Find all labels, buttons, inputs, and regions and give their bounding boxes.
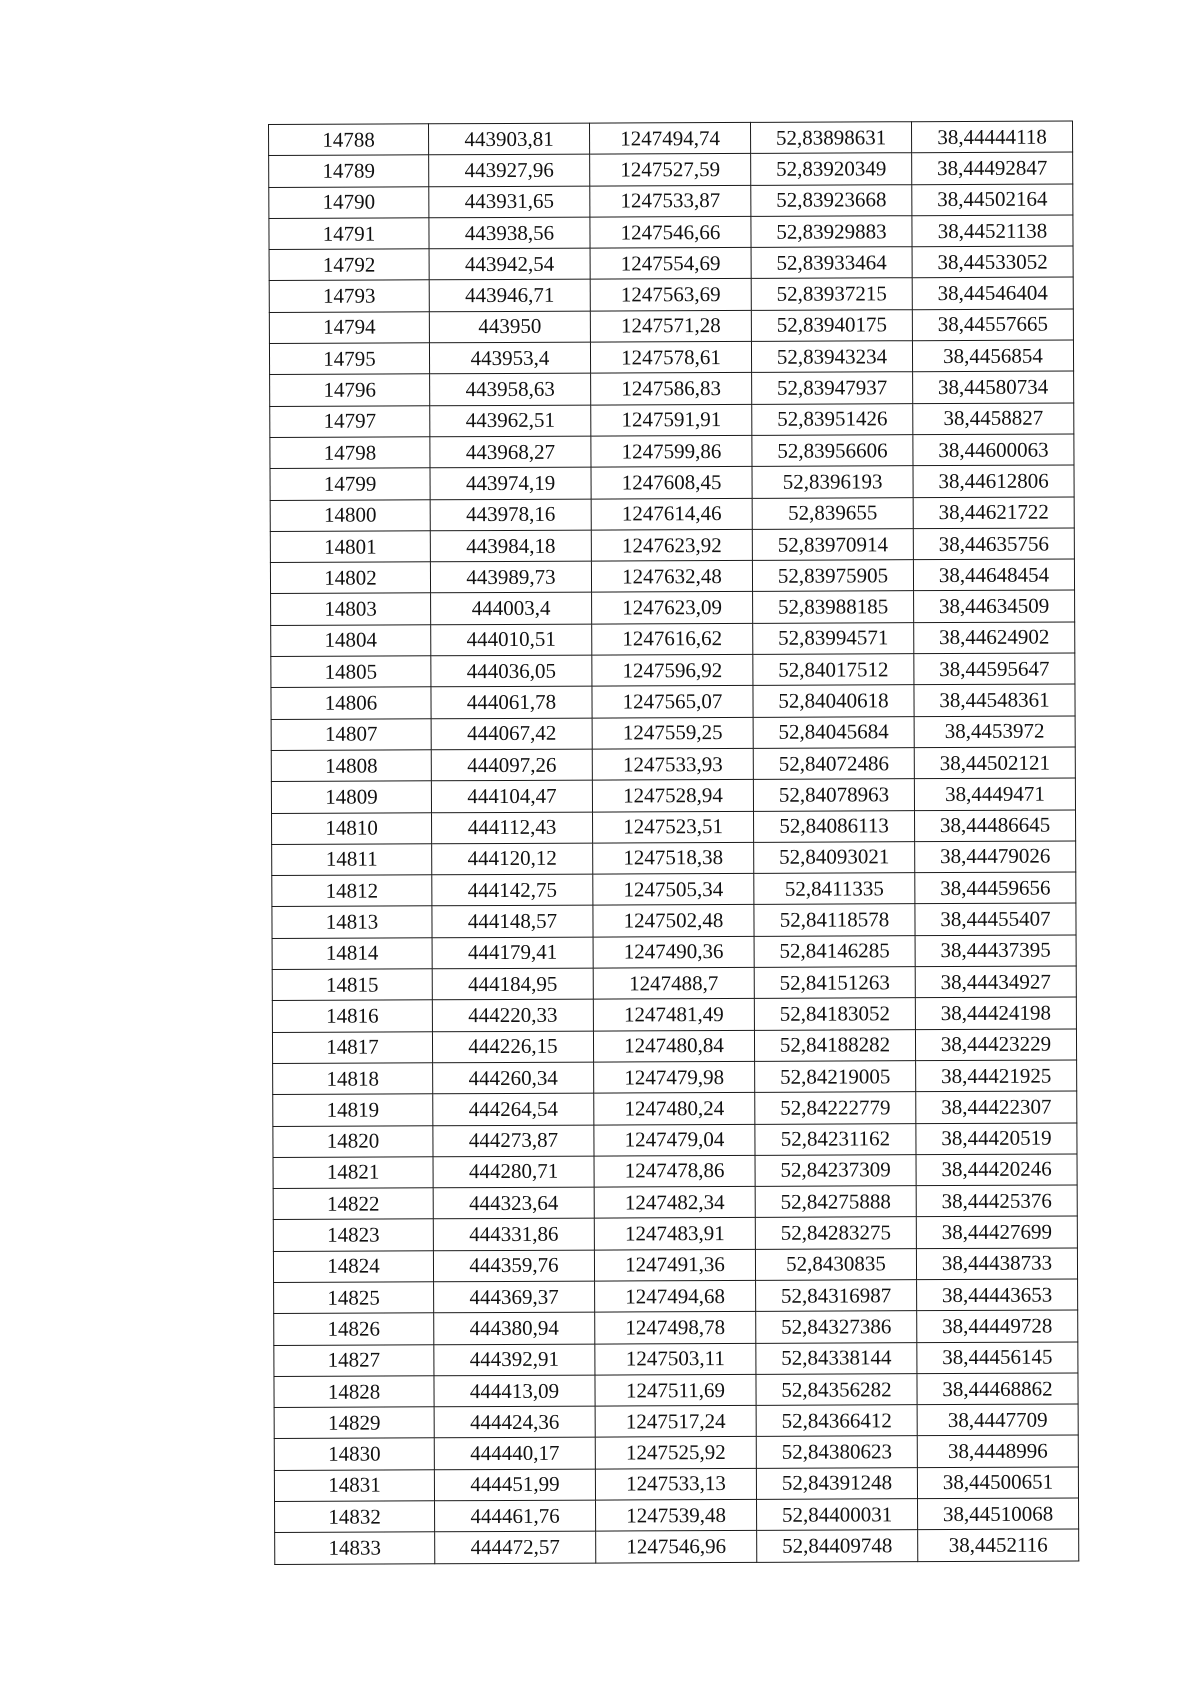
- point-number-cell: 14814: [272, 938, 432, 970]
- longitude-cell: 38,44449728: [917, 1310, 1078, 1342]
- point-number-cell: 14807: [271, 718, 431, 750]
- x-coordinate-cell: 444179,41: [432, 937, 593, 969]
- table-row: [271, 684, 1075, 719]
- x-coordinate-cell: 444112,43: [432, 812, 593, 844]
- latitude-cell: 52,83994571: [753, 622, 914, 654]
- x-coordinate-cell: 444067,42: [431, 718, 592, 750]
- longitude-cell: 38,44600063: [913, 434, 1074, 466]
- table-row: [275, 1529, 1079, 1564]
- y-coordinate-cell: 1247565,07: [592, 686, 753, 718]
- x-coordinate-cell: 444472,57: [435, 1531, 596, 1563]
- x-coordinate-cell: 443984,18: [430, 530, 591, 562]
- table-row: [273, 1060, 1077, 1095]
- y-coordinate-cell: 1247488,7: [593, 967, 754, 999]
- table-row: [273, 1248, 1077, 1283]
- point-number-cell: 14806: [271, 687, 431, 719]
- latitude-cell: 52,84188282: [754, 1029, 915, 1061]
- table-row: [270, 528, 1074, 563]
- table-row: [269, 246, 1073, 281]
- table-row: [273, 1091, 1077, 1126]
- point-number-cell: 14824: [273, 1250, 433, 1282]
- longitude-cell: 38,44423229: [915, 1029, 1076, 1061]
- y-coordinate-cell: 1247554,69: [590, 248, 751, 280]
- table-row: [271, 747, 1075, 782]
- point-number-cell: 14801: [270, 531, 430, 563]
- table-row: [270, 371, 1074, 406]
- coordinates-table-wrapper: [268, 120, 1078, 1564]
- table-row: [271, 622, 1075, 657]
- latitude-cell: 52,84356282: [756, 1374, 917, 1406]
- y-coordinate-cell: 1247523,51: [593, 811, 754, 843]
- x-coordinate-cell: 444003,4: [431, 593, 592, 625]
- x-coordinate-cell: 444369,37: [434, 1281, 595, 1313]
- table-row: [269, 152, 1073, 187]
- latitude-cell: 52,83943234: [751, 341, 912, 373]
- point-number-cell: 14803: [271, 593, 431, 625]
- table-row: [273, 1185, 1077, 1220]
- table-row: [270, 465, 1074, 500]
- latitude-cell: 52,83956606: [752, 435, 913, 467]
- longitude-cell: 38,44521138: [912, 215, 1073, 247]
- table-row: [271, 716, 1075, 751]
- latitude-cell: 52,84366412: [756, 1405, 917, 1437]
- point-number-cell: 14830: [274, 1438, 434, 1470]
- longitude-cell: 38,44492847: [912, 152, 1073, 184]
- point-number-cell: 14818: [273, 1063, 433, 1095]
- coordinates-table: [268, 120, 1079, 1564]
- coordinates-table-body: [269, 121, 1079, 1564]
- longitude-cell: 38,44420246: [916, 1154, 1077, 1186]
- point-number-cell: 14794: [269, 312, 429, 344]
- table-row: [272, 841, 1076, 876]
- y-coordinate-cell: 1247586,83: [591, 373, 752, 405]
- y-coordinate-cell: 1247518,38: [593, 842, 754, 874]
- longitude-cell: 38,44648454: [913, 559, 1074, 591]
- point-number-cell: 14828: [274, 1376, 434, 1408]
- longitude-cell: 38,44427699: [916, 1216, 1077, 1248]
- latitude-cell: 52,83923668: [751, 184, 912, 216]
- latitude-cell: 52,84231162: [755, 1123, 916, 1155]
- y-coordinate-cell: 1247528,94: [592, 780, 753, 812]
- point-number-cell: 14833: [275, 1532, 435, 1564]
- y-coordinate-cell: 1247494,74: [589, 122, 750, 154]
- x-coordinate-cell: 444104,47: [431, 780, 592, 812]
- x-coordinate-cell: 444323,64: [433, 1187, 594, 1219]
- longitude-cell: 38,44557665: [912, 309, 1073, 341]
- latitude-cell: 52,84283275: [755, 1217, 916, 1249]
- latitude-cell: 52,83898631: [750, 122, 911, 154]
- y-coordinate-cell: 1247491,36: [594, 1249, 755, 1281]
- x-coordinate-cell: 443950: [429, 311, 590, 343]
- point-number-cell: 14802: [270, 562, 430, 594]
- latitude-cell: 52,839655: [752, 497, 913, 529]
- point-number-cell: 14805: [271, 656, 431, 688]
- table-row: [272, 966, 1076, 1001]
- y-coordinate-cell: 1247546,96: [596, 1531, 757, 1563]
- point-number-cell: 14826: [274, 1313, 434, 1345]
- point-number-cell: 14808: [271, 750, 431, 782]
- x-coordinate-cell: 443974,19: [430, 467, 591, 499]
- y-coordinate-cell: 1247533,87: [590, 185, 751, 217]
- point-number-cell: 14816: [272, 1000, 432, 1032]
- table-row: [270, 497, 1074, 532]
- y-coordinate-cell: 1247482,34: [594, 1186, 755, 1218]
- y-coordinate-cell: 1247498,78: [595, 1312, 756, 1344]
- x-coordinate-cell: 444392,91: [434, 1344, 595, 1376]
- table-row: [270, 434, 1074, 469]
- x-coordinate-cell: 443942,54: [429, 248, 590, 280]
- longitude-cell: 38,4447709: [917, 1404, 1078, 1436]
- longitude-cell: 38,44612806: [913, 465, 1074, 497]
- longitude-cell: 38,44500651: [917, 1467, 1078, 1499]
- point-number-cell: 14810: [272, 812, 432, 844]
- longitude-cell: 38,44595647: [914, 653, 1075, 685]
- x-coordinate-cell: 444424,36: [434, 1406, 595, 1438]
- table-row: [274, 1279, 1078, 1314]
- y-coordinate-cell: 1247490,36: [593, 936, 754, 968]
- latitude-cell: 52,84338144: [756, 1342, 917, 1374]
- table-row: [269, 277, 1073, 312]
- x-coordinate-cell: 444061,78: [431, 686, 592, 718]
- x-coordinate-cell: 444440,17: [434, 1438, 595, 1470]
- longitude-cell: 38,44421925: [916, 1060, 1077, 1092]
- y-coordinate-cell: 1247479,04: [594, 1124, 755, 1156]
- table-row: [274, 1342, 1078, 1377]
- table-row: [269, 309, 1073, 344]
- table-row: [271, 590, 1075, 625]
- point-number-cell: 14793: [269, 280, 429, 312]
- table-row: [275, 1498, 1079, 1533]
- point-number-cell: 14789: [269, 155, 429, 187]
- y-coordinate-cell: 1247527,59: [590, 154, 751, 186]
- x-coordinate-cell: 444264,54: [433, 1093, 594, 1125]
- point-number-cell: 14825: [274, 1282, 434, 1314]
- longitude-cell: 38,44456145: [917, 1342, 1078, 1374]
- point-number-cell: 14832: [275, 1501, 435, 1533]
- y-coordinate-cell: 1247505,34: [593, 874, 754, 906]
- longitude-cell: 38,44546404: [912, 277, 1073, 309]
- latitude-cell: 52,83947937: [752, 372, 913, 404]
- latitude-cell: 52,83937215: [751, 278, 912, 310]
- x-coordinate-cell: 444036,05: [431, 655, 592, 687]
- longitude-cell: 38,44502121: [914, 747, 1075, 779]
- x-coordinate-cell: 444184,95: [432, 968, 593, 1000]
- table-row: [269, 184, 1073, 219]
- latitude-cell: 52,84045684: [753, 716, 914, 748]
- x-coordinate-cell: 444359,76: [433, 1250, 594, 1282]
- y-coordinate-cell: 1247571,28: [590, 310, 751, 342]
- y-coordinate-cell: 1247559,25: [592, 717, 753, 749]
- latitude-cell: 52,84327386: [756, 1311, 917, 1343]
- x-coordinate-cell: 444010,51: [431, 624, 592, 656]
- point-number-cell: 14817: [272, 1031, 432, 1063]
- x-coordinate-cell: 443962,51: [430, 405, 591, 437]
- x-coordinate-cell: 444413,09: [434, 1375, 595, 1407]
- latitude-cell: 52,84222779: [755, 1092, 916, 1124]
- y-coordinate-cell: 1247479,98: [594, 1061, 755, 1093]
- longitude-cell: 38,44621722: [913, 497, 1074, 529]
- longitude-cell: 38,44468862: [917, 1373, 1078, 1405]
- x-coordinate-cell: 444260,34: [433, 1062, 594, 1094]
- x-coordinate-cell: 444148,57: [432, 906, 593, 938]
- y-coordinate-cell: 1247591,91: [591, 404, 752, 436]
- table-row: [273, 1154, 1077, 1189]
- latitude-cell: 52,84183052: [754, 998, 915, 1030]
- point-number-cell: 14821: [273, 1157, 433, 1189]
- latitude-cell: 52,84086113: [754, 810, 915, 842]
- y-coordinate-cell: 1247480,24: [594, 1093, 755, 1125]
- x-coordinate-cell: 444220,33: [432, 999, 593, 1031]
- x-coordinate-cell: 443927,96: [429, 154, 590, 186]
- longitude-cell: 38,44459656: [915, 872, 1076, 904]
- point-number-cell: 14812: [272, 875, 432, 907]
- x-coordinate-cell: 443968,27: [430, 436, 591, 468]
- y-coordinate-cell: 1247533,13: [595, 1468, 756, 1500]
- longitude-cell: 38,44422307: [916, 1091, 1077, 1123]
- longitude-cell: 38,44510068: [918, 1498, 1079, 1530]
- x-coordinate-cell: 443946,71: [429, 280, 590, 312]
- table-row: [274, 1467, 1078, 1502]
- y-coordinate-cell: 1247608,45: [591, 467, 752, 499]
- y-coordinate-cell: 1247480,84: [593, 1030, 754, 1062]
- y-coordinate-cell: 1247502,48: [593, 905, 754, 937]
- table-row: [269, 215, 1073, 250]
- latitude-cell: 52,84040618: [753, 685, 914, 717]
- y-coordinate-cell: 1247525,92: [595, 1437, 756, 1469]
- table-row: [272, 997, 1076, 1032]
- latitude-cell: 52,83988185: [753, 591, 914, 623]
- latitude-cell: 52,84017512: [753, 654, 914, 686]
- table-row: [272, 1029, 1076, 1064]
- longitude-cell: 38,44479026: [915, 841, 1076, 873]
- point-number-cell: 14799: [270, 468, 430, 500]
- x-coordinate-cell: 443989,73: [430, 561, 591, 593]
- longitude-cell: 38,44548361: [914, 684, 1075, 716]
- x-coordinate-cell: 444331,86: [433, 1218, 594, 1250]
- point-number-cell: 14796: [270, 374, 430, 406]
- y-coordinate-cell: 1247614,46: [591, 498, 752, 530]
- point-number-cell: 14820: [273, 1125, 433, 1157]
- x-coordinate-cell: 444451,99: [434, 1469, 595, 1501]
- x-coordinate-cell: 444380,94: [434, 1312, 595, 1344]
- latitude-cell: 52,8430835: [755, 1248, 916, 1280]
- longitude-cell: 38,44420519: [916, 1122, 1077, 1154]
- longitude-cell: 38,4449471: [914, 778, 1075, 810]
- point-number-cell: 14819: [273, 1094, 433, 1126]
- table-row: [270, 403, 1074, 438]
- y-coordinate-cell: 1247546,66: [590, 216, 751, 248]
- point-number-cell: 14800: [270, 499, 430, 531]
- table-row: [273, 1122, 1077, 1157]
- latitude-cell: 52,83951426: [752, 403, 913, 435]
- y-coordinate-cell: 1247511,69: [595, 1374, 756, 1406]
- latitude-cell: 52,84146285: [754, 935, 915, 967]
- table-row: [272, 872, 1076, 907]
- y-coordinate-cell: 1247632,48: [591, 561, 752, 593]
- longitude-cell: 38,4453972: [914, 716, 1075, 748]
- point-number-cell: 14831: [274, 1470, 434, 1502]
- table-row: [271, 653, 1075, 688]
- x-coordinate-cell: 444280,71: [433, 1156, 594, 1188]
- latitude-cell: 52,8411335: [754, 873, 915, 905]
- table-row: [274, 1373, 1078, 1408]
- point-number-cell: 14790: [269, 186, 429, 218]
- point-number-cell: 14822: [273, 1188, 433, 1220]
- latitude-cell: 52,83940175: [751, 309, 912, 341]
- y-coordinate-cell: 1247599,86: [591, 435, 752, 467]
- latitude-cell: 52,84072486: [753, 748, 914, 780]
- longitude-cell: 38,44634509: [914, 590, 1075, 622]
- table-row: [274, 1435, 1078, 1470]
- latitude-cell: 52,83970914: [752, 529, 913, 561]
- longitude-cell: 38,44444118: [911, 121, 1072, 153]
- latitude-cell: 52,84380623: [756, 1436, 917, 1468]
- y-coordinate-cell: 1247494,68: [595, 1280, 756, 1312]
- latitude-cell: 52,84275888: [755, 1186, 916, 1218]
- y-coordinate-cell: 1247483,91: [594, 1218, 755, 1250]
- table-row: [269, 340, 1073, 375]
- y-coordinate-cell: 1247481,49: [593, 999, 754, 1031]
- point-number-cell: 14813: [272, 906, 432, 938]
- x-coordinate-cell: 443931,65: [429, 186, 590, 218]
- y-coordinate-cell: 1247578,61: [590, 341, 751, 373]
- y-coordinate-cell: 1247596,92: [592, 654, 753, 686]
- table-row: [273, 1216, 1077, 1251]
- longitude-cell: 38,44502164: [912, 184, 1073, 216]
- latitude-cell: 52,84118578: [754, 904, 915, 936]
- point-number-cell: 14809: [271, 781, 431, 813]
- table-row: [274, 1310, 1078, 1345]
- latitude-cell: 52,83920349: [751, 153, 912, 185]
- x-coordinate-cell: 444461,76: [435, 1500, 596, 1532]
- table-row: [272, 935, 1076, 970]
- point-number-cell: 14791: [269, 218, 429, 250]
- y-coordinate-cell: 1247533,93: [592, 748, 753, 780]
- longitude-cell: 38,44635756: [913, 528, 1074, 560]
- longitude-cell: 38,44624902: [914, 622, 1075, 654]
- y-coordinate-cell: 1247616,62: [592, 623, 753, 655]
- longitude-cell: 38,44455407: [915, 903, 1076, 935]
- table-row: [270, 559, 1074, 594]
- latitude-cell: 52,84219005: [755, 1061, 916, 1093]
- x-coordinate-cell: 444097,26: [431, 749, 592, 781]
- table-row: [272, 903, 1076, 938]
- latitude-cell: 52,8396193: [752, 466, 913, 498]
- x-coordinate-cell: 444142,75: [432, 874, 593, 906]
- latitude-cell: 52,84093021: [754, 842, 915, 874]
- longitude-cell: 38,4458827: [913, 403, 1074, 435]
- latitude-cell: 52,84078963: [753, 779, 914, 811]
- latitude-cell: 52,83933464: [751, 247, 912, 279]
- longitude-cell: 38,44443653: [917, 1279, 1078, 1311]
- longitude-cell: 38,4452116: [918, 1529, 1079, 1561]
- latitude-cell: 52,84391248: [756, 1467, 917, 1499]
- point-number-cell: 14827: [274, 1344, 434, 1376]
- point-number-cell: 14811: [272, 844, 432, 876]
- latitude-cell: 52,83929883: [751, 216, 912, 248]
- longitude-cell: 38,44425376: [916, 1185, 1077, 1217]
- latitude-cell: 52,84409748: [757, 1530, 918, 1562]
- latitude-cell: 52,84316987: [756, 1280, 917, 1312]
- y-coordinate-cell: 1247478,86: [594, 1155, 755, 1187]
- y-coordinate-cell: 1247539,48: [596, 1499, 757, 1531]
- y-coordinate-cell: 1247503,11: [595, 1343, 756, 1375]
- longitude-cell: 38,44438733: [916, 1248, 1077, 1280]
- longitude-cell: 38,44434927: [915, 966, 1076, 998]
- longitude-cell: 38,4456854: [912, 340, 1073, 372]
- latitude-cell: 52,84237309: [755, 1154, 916, 1186]
- y-coordinate-cell: 1247623,09: [592, 592, 753, 624]
- x-coordinate-cell: 443958,63: [430, 373, 591, 405]
- longitude-cell: 38,44533052: [912, 246, 1073, 278]
- point-number-cell: 14792: [269, 249, 429, 281]
- longitude-cell: 38,4448996: [917, 1435, 1078, 1467]
- x-coordinate-cell: 443978,16: [430, 499, 591, 531]
- y-coordinate-cell: 1247517,24: [595, 1406, 756, 1438]
- y-coordinate-cell: 1247563,69: [590, 279, 751, 311]
- point-number-cell: 14804: [271, 625, 431, 657]
- point-number-cell: 14788: [269, 124, 429, 156]
- point-number-cell: 14815: [272, 969, 432, 1001]
- x-coordinate-cell: 443938,56: [429, 217, 590, 249]
- latitude-cell: 52,84151263: [754, 967, 915, 999]
- table-row: [269, 121, 1073, 156]
- table-row: [274, 1404, 1078, 1439]
- longitude-cell: 38,44424198: [915, 997, 1076, 1029]
- latitude-cell: 52,83975905: [752, 560, 913, 592]
- y-coordinate-cell: 1247623,92: [591, 529, 752, 561]
- point-number-cell: 14829: [274, 1407, 434, 1439]
- point-number-cell: 14795: [269, 343, 429, 375]
- longitude-cell: 38,44580734: [913, 371, 1074, 403]
- point-number-cell: 14798: [270, 437, 430, 469]
- latitude-cell: 52,84400031: [757, 1499, 918, 1531]
- longitude-cell: 38,44437395: [915, 935, 1076, 967]
- longitude-cell: 38,44486645: [915, 810, 1076, 842]
- point-number-cell: 14797: [270, 405, 430, 437]
- x-coordinate-cell: 444226,15: [432, 1031, 593, 1063]
- table-row: [271, 778, 1075, 813]
- point-number-cell: 14823: [273, 1219, 433, 1251]
- x-coordinate-cell: 443953,4: [429, 342, 590, 374]
- x-coordinate-cell: 443903,81: [429, 123, 590, 155]
- table-row: [272, 810, 1076, 845]
- x-coordinate-cell: 444120,12: [432, 843, 593, 875]
- x-coordinate-cell: 444273,87: [433, 1125, 594, 1157]
